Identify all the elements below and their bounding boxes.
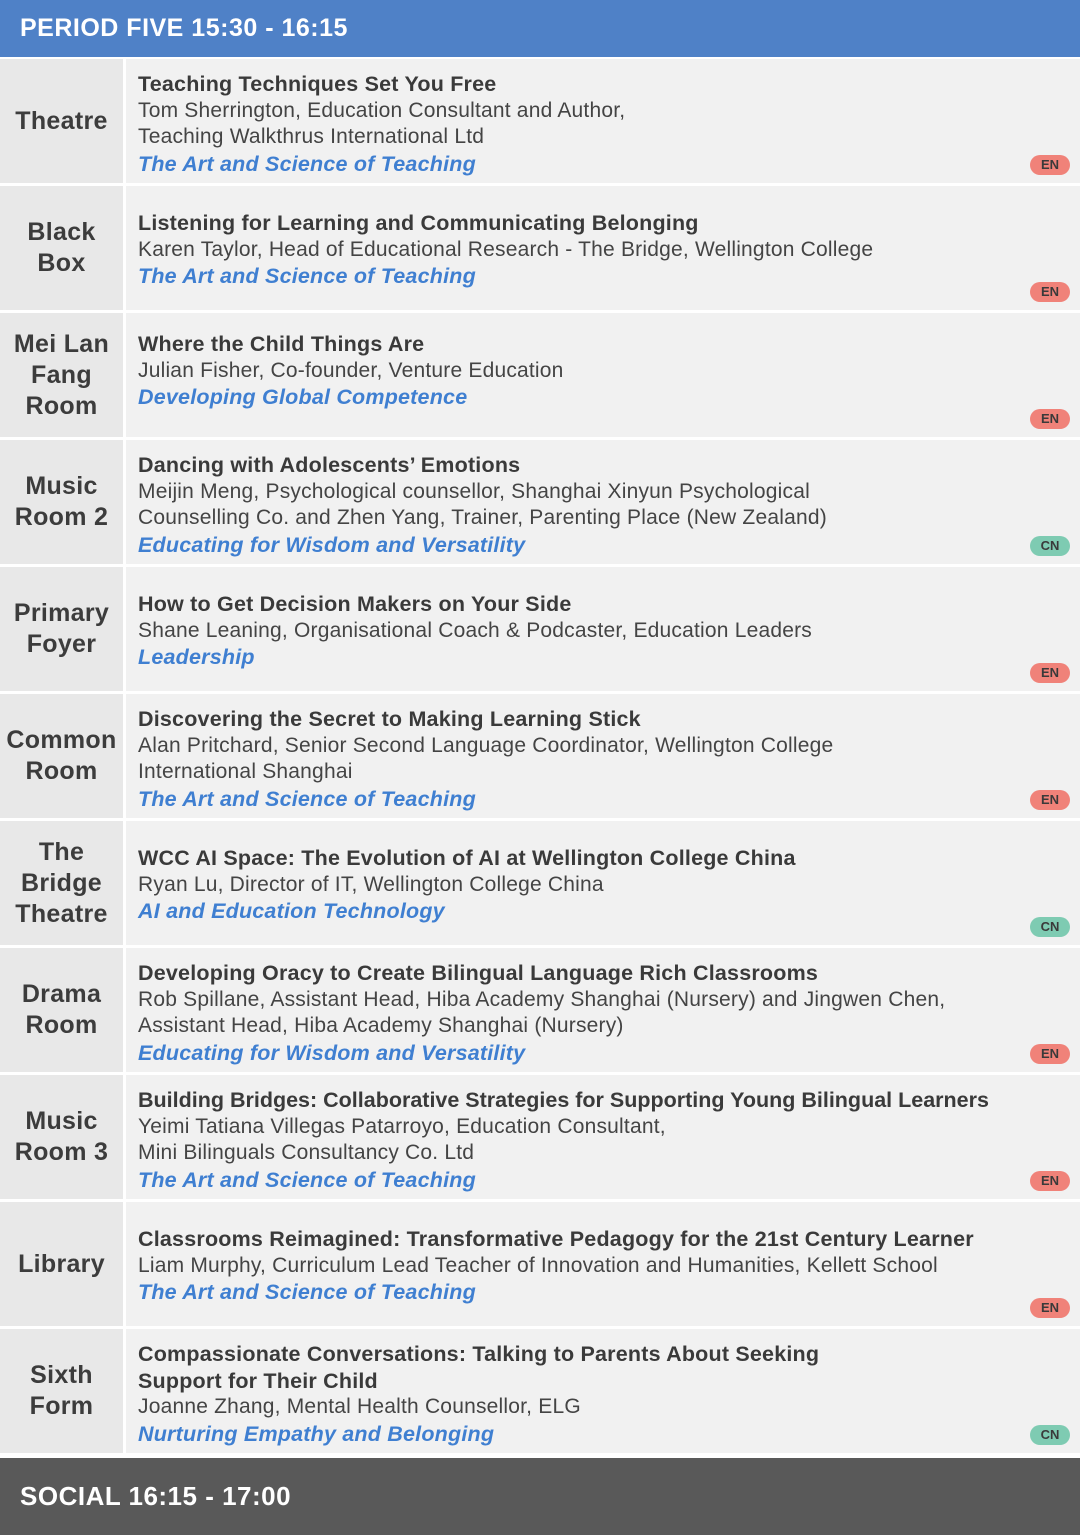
session-title: Classrooms Reimagined: Transformative Pedagogy for the 21st Century Learner: [138, 1227, 974, 1251]
session-track: Educating for Wisdom and Versatility: [138, 1040, 526, 1065]
room-label: Primary Foyer: [0, 567, 123, 691]
session-row: [0, 440, 1080, 567]
room-label: The Bridge Theatre: [0, 821, 123, 945]
session-title: Discovering the Secret to Making Learning Stick: [138, 707, 641, 731]
session-title: Teaching Techniques Set You Free: [138, 72, 497, 96]
session-row: [0, 186, 1080, 313]
session-details: [126, 1202, 1080, 1326]
room-label: Mei Lan Fang Room: [0, 313, 123, 437]
session-row: [0, 694, 1080, 821]
session-track: The Art and Science of Teaching: [138, 1167, 476, 1192]
session-title: WCC AI Space: The Evolution of AI at Wellington College China: [138, 846, 796, 870]
session-row: [0, 1329, 1080, 1456]
session-track: The Art and Science of Teaching: [138, 1280, 476, 1304]
session-speaker: Ryan Lu, Director of IT, Wellington College China: [138, 872, 604, 896]
language-badge: EN: [1030, 1171, 1070, 1191]
room-label: Library: [0, 1202, 123, 1326]
session-track: The Art and Science of Teaching: [138, 264, 476, 288]
session-row: [0, 948, 1080, 1075]
session-details: [126, 186, 1080, 310]
language-badge: EN: [1030, 409, 1070, 429]
room-label: Common Room: [0, 694, 123, 818]
language-badge: CN: [1030, 536, 1070, 556]
session-details: [126, 59, 1080, 183]
language-badge: CN: [1030, 917, 1070, 937]
period-title: PERIOD FIVE 15:30 - 16:15: [20, 14, 348, 42]
room-label: Sixth Form: [0, 1329, 123, 1453]
room-label: Theatre: [0, 59, 123, 183]
session-title: Dancing with Adolescents’ Emotions: [138, 453, 521, 477]
language-badge: EN: [1030, 1044, 1070, 1064]
session-table: [0, 59, 1080, 1456]
session-track: AI and Education Technology: [138, 899, 445, 923]
session-details: [126, 821, 1080, 945]
session-row: [0, 59, 1080, 186]
session-track: The Art and Science of Teaching: [138, 151, 476, 176]
session-track: Developing Global Competence: [138, 385, 468, 409]
session-title: Where the Child Things Are: [138, 332, 425, 356]
room-label: Music Room 2: [0, 440, 123, 564]
room-label: Drama Room: [0, 948, 123, 1072]
language-badge: EN: [1030, 663, 1070, 683]
session-speaker: Meijin Meng, Psychological counsellor, Shanghai Xinyun Psychological Counselling Co. and Zhen Yang, Trainer, Parenting Place (New Zealand): [138, 479, 827, 529]
session-row: [0, 1202, 1080, 1329]
session-speaker: Rob Spillane, Assistant Head, Hiba Academy Shanghai (Nursery) and Jingwen Chen, Assistant Head, Hiba Academy Shanghai (Nursery): [138, 987, 946, 1037]
session-speaker: Yeimi Tatiana Villegas Patarroyo, Education Consultant, Mini Bilinguals Consultancy Co. Ltd: [138, 1114, 666, 1164]
social-footer: [0, 1458, 1080, 1535]
language-badge: EN: [1030, 155, 1070, 175]
session-title: Compassionate Conversations: Talking to Parents About Seeking Support for Their Child: [138, 1342, 820, 1393]
session-details: [126, 1075, 1080, 1199]
session-speaker: Tom Sherrington, Education Consultant and Author, Teaching Walkthrus International Ltd: [138, 98, 626, 148]
session-speaker: Joanne Zhang, Mental Health Counsellor, ELG: [138, 1395, 581, 1418]
session-details: [126, 1329, 1080, 1453]
session-track: The Art and Science of Teaching: [138, 786, 476, 811]
session-title: How to Get Decision Makers on Your Side: [138, 592, 572, 616]
session-details: [126, 567, 1080, 691]
session-title: Building Bridges: Collaborative Strategies for Supporting Young Bilingual Learners: [138, 1088, 989, 1112]
language-badge: EN: [1030, 790, 1070, 810]
room-label: Music Room 3: [0, 1075, 123, 1199]
session-title: Developing Oracy to Create Bilingual Language Rich Classrooms: [138, 961, 819, 985]
period-header: [0, 0, 1080, 57]
session-details: [126, 440, 1080, 564]
session-row: [0, 313, 1080, 440]
session-details: [126, 948, 1080, 1072]
session-speaker: Alan Pritchard, Senior Second Language Coordinator, Wellington College International Shanghai: [138, 733, 834, 783]
session-track: Leadership: [138, 645, 255, 669]
session-details: [126, 694, 1080, 818]
session-speaker: Liam Murphy, Curriculum Lead Teacher of Innovation and Humanities, Kellett School: [138, 1253, 938, 1277]
language-badge: CN: [1030, 1425, 1070, 1445]
session-details: [126, 313, 1080, 437]
session-row: [0, 567, 1080, 694]
session-title: Listening for Learning and Communicating Belonging: [138, 211, 699, 235]
room-label: Black Box: [0, 186, 123, 310]
social-title: SOCIAL 16:15 - 17:00: [20, 1481, 292, 1511]
session-track: Educating for Wisdom and Versatility: [138, 532, 526, 557]
session-row: [0, 821, 1080, 948]
session-speaker: Julian Fisher, Co-founder, Venture Education: [138, 358, 564, 382]
session-speaker: Karen Taylor, Head of Educational Research - The Bridge, Wellington College: [138, 237, 874, 261]
session-row: [0, 1075, 1080, 1202]
session-speaker: Shane Leaning, Organisational Coach & Podcaster, Education Leaders: [138, 618, 812, 642]
language-badge: EN: [1030, 1298, 1070, 1318]
session-track: Nurturing Empathy and Belonging: [138, 1421, 495, 1446]
language-badge: EN: [1030, 282, 1070, 302]
